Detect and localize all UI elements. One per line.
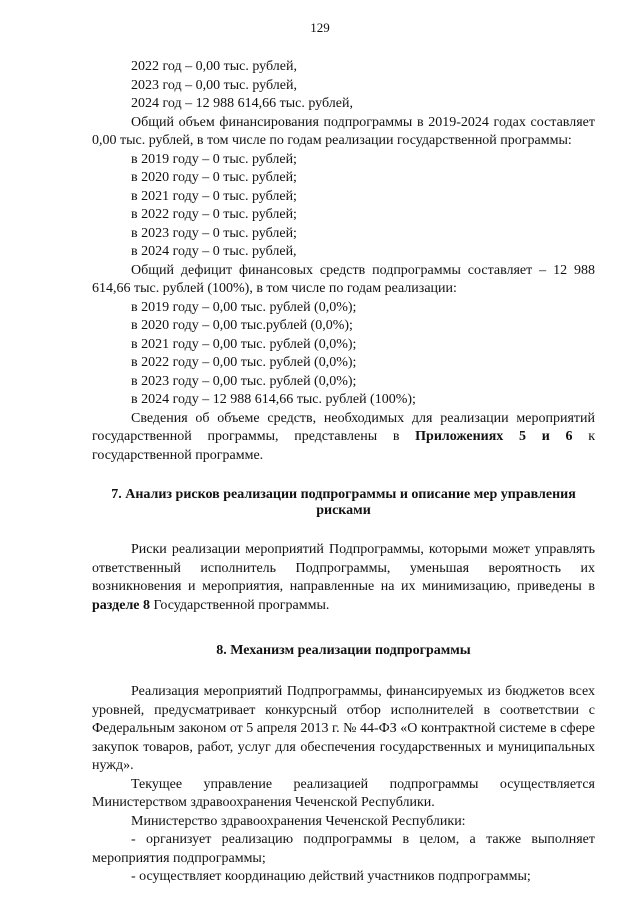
- funding-line-2023: 2023 год – 0,00 тыс. рублей,: [131, 77, 297, 93]
- deficit-line-2019: в 2019 году – 0,00 тыс. рублей (0,0%);: [131, 299, 357, 315]
- year-line-2021: в 2021 году – 0 тыс. рублей;: [131, 188, 297, 204]
- page-body: [92, 58, 595, 887]
- risks-paragraph: [92, 541, 595, 615]
- total-funding-paragraph: Общий объем финансирования подпрограммы в 2019-2024 годах составляет 0,00 тыс. рублей, в том числе по годам реализации государственной программы:: [92, 114, 595, 148]
- section-reference: разделе 8: [92, 597, 151, 613]
- appendix-reference: Приложениях 5 и 6: [415, 429, 573, 444]
- year-line-2024: в 2024 году – 0 тыс. рублей,: [131, 244, 297, 259]
- year-line-2023: в 2023 году – 0 тыс. рублей;: [131, 225, 297, 241]
- deficit-line-2023: в 2023 году – 0,00 тыс. рублей (0,0%);: [131, 373, 357, 389]
- deficit-line-2024: в 2024 году – 12 988 614,66 тыс. рублей (100%);: [131, 392, 416, 407]
- year-line-2022: в 2022 году – 0 тыс. рублей;: [131, 207, 297, 222]
- section-8-heading: 8. Механизм реализации подпрограммы: [216, 643, 471, 658]
- funding-line-2024: 2024 год – 12 988 614,66 тыс. рублей,: [131, 96, 353, 111]
- info-paragraph: [92, 410, 595, 466]
- mechanism-paragraph-2: Текущее управление реализацией подпрограммы осуществляется Министерством здравоохранения Чеченской Республики.: [92, 776, 595, 810]
- year-line-2019: в 2019 году – 0 тыс. рублей;: [131, 151, 297, 167]
- page-number: 129: [310, 20, 330, 35]
- mechanism-paragraph-4: - организует реализацию подпрограммы в целом, а также выполняет мероприятия подпрограммы;: [92, 832, 595, 866]
- risks-text-after: Государственной программы.: [150, 597, 330, 613]
- year-line-2020: в 2020 году – 0 тыс. рублей;: [131, 170, 297, 185]
- mechanism-paragraph-1: Реализация мероприятий Подпрограммы, финансируемых из бюджетов всех уровней, предусматривает конкурсный отбор исполнителей в соответствии с Федеральным законом от 5 апреля 2013 г. № 44-ФЗ «О контрактной системе в сфере закупок товаров, работ, услуг для обеспечения государственных и муниципальных нужд».: [92, 684, 595, 773]
- info-text-after: к государственной программе.: [92, 429, 595, 463]
- funding-line-2022: 2022 год – 0,00 тыс. рублей,: [131, 59, 297, 74]
- deficit-paragraph: Общий дефицит финансовых средств подпрограммы составляет – 12 988 614,66 тыс. рублей (100%), в том числе по годам реализации:: [92, 262, 595, 296]
- info-text-before: Сведения об объеме средств, необходимых для реализации мероприятий государственной программы, представлены в: [92, 410, 595, 444]
- mechanism-paragraph-3: Министерство здравоохранения Чеченской Республики:: [131, 813, 466, 829]
- deficit-line-2020: в 2020 году – 0,00 тыс.рублей (0,0%);: [131, 318, 353, 333]
- deficit-line-2021: в 2021 году – 0,00 тыс. рублей (0,0%);: [131, 336, 357, 352]
- section-7-heading: 7. Анализ рисков реализации подпрограммы и описание мер управления рисками: [111, 487, 576, 518]
- mechanism-paragraph-5: - осуществляет координацию действий участников подпрограммы;: [131, 869, 531, 884]
- deficit-line-2022: в 2022 году – 0,00 тыс. рублей (0,0%);: [131, 355, 357, 370]
- risks-text-before: Риски реализации мероприятий Подпрограммы, которыми может управлять ответственный исполнитель Подпрограммы, уменьшая вероятность их возникновения и мероприятия, направленные на их минимизацию, приведены в: [92, 542, 595, 594]
